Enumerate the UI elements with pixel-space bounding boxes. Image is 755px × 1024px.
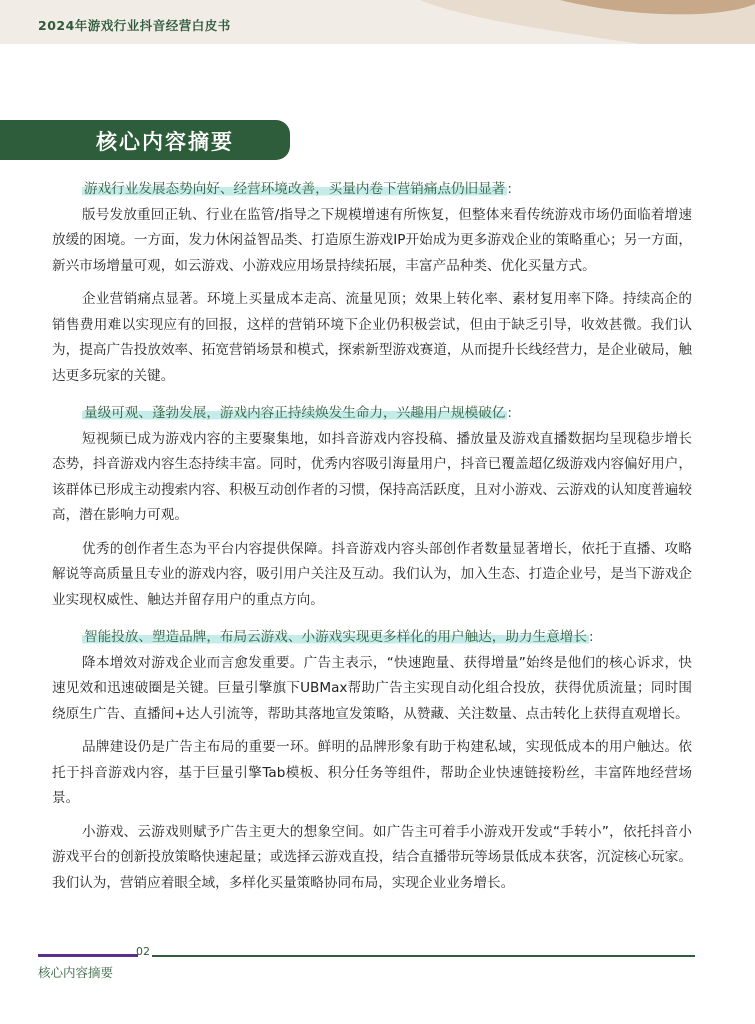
- paragraph: 企业营销痛点显著。环境上买量成本走高、流量见顶；效果上转化率、素材复用率下降。持续高企的销售费用难以实现应有的回报，这样的营销环境下企业仍积极尝试，但由于缺乏引导，收效甚微。我们认为，提高广告投放效率、拓宽营销场景和模式，探索新型游戏赛道，从而提升长线经营力，是企业破局，触达更多玩家的关键。: [52, 291, 692, 384]
- section-banner: [0, 120, 290, 160]
- page-number: 02: [136, 945, 150, 958]
- paragraph: 短视频已成为游戏内容的主要聚集地，如抖音游戏内容投稿、播放量及游戏直播数据均呈现稳步增长态势，抖音游戏内容生态持续丰富。同时，优秀内容吸引海量用户，抖音已覆盖超亿级游戏内容偏好用户，该群体已形成主动搜索内容、积极互动创作者的习惯，保持高活跃度，且对小游戏、云游戏的认知度普遍较高，潜在影响力可观。: [52, 430, 692, 523]
- block-heading: 游戏行业发展态势向好、经营环境改善，买量内卷下营销痛点仍旧显著 :: [84, 181, 512, 197]
- document-title: 2024年游戏行业抖音经营白皮书: [38, 18, 231, 33]
- block-heading: 量级可观、蓬勃发展，游戏内容正持续焕发生命力，兴趣用户规模破亿 :: [84, 405, 512, 421]
- summary-content: [52, 177, 692, 896]
- block-heading: 智能投放、塑造品牌，布局云游戏、小游戏实现更多样化的用户触达，助力生意增长 :: [84, 629, 594, 645]
- section-title: 核心内容摘要: [96, 130, 234, 154]
- paragraph: 版号发放重回正轨、行业在监管/指导之下规模增速有所恢复，但整体来看传统游戏市场仍面临着增速放缓的困境。一方面，发力休闲益智品类、打造原生游戏IP开始成为更多游戏企业的策略重心；另一方面，新兴市场增量可观，如云游戏、小游戏应用场景持续拓展，丰富产品种类、优化买量方式。: [52, 206, 692, 274]
- paragraph: 降本增效对游戏企业而言愈发重要。广告主表示，“快速跑量、获得增量”始终是他们的核心诉求，快速见效和迅速破圈是关键。巨量引擎旗下UBMax帮助广告主实现自动化组合投放，获得优质流量；同时围绕原生广告、直播间+达人引流等，帮助其落地宣发策略，从赞藏、关注数量、点击转化上获得直观增长。: [52, 654, 692, 722]
- footer-accent-rule: [38, 954, 138, 957]
- paragraph: 优秀的创作者生态为平台内容提供保障。抖音游戏内容头部创作者数量显著增长，依托于直播、攻略解说等高质量且专业的游戏内容，吸引用户关注及互动。我们认为，加入生态、打造企业号，是当下游戏企业实现权威性、触达并留存用户的重点方向。: [52, 540, 692, 608]
- paragraph: 品牌建设仍是广告主布局的重要一环。鲜明的品牌形象有助于构建私域，实现低成本的用户触达。依托于抖音游戏内容，基于巨量引擎Tab模板、积分任务等组件，帮助企业快速链接粉丝，丰富阵地经营场景。: [52, 739, 692, 806]
- footer-section-label: 核心内容摘要: [38, 965, 114, 980]
- paragraph: 小游戏、云游戏则赋予广告主更大的想象空间。如广告主可着手小游戏开发或“手转小”，依托抖音小游戏平台的创新投放策略快速起量；或选择云游戏直投，结合直播带玩等场景低成本获客，沉淀核心玩家。我们认为，营销应着眼全域，多样化买量策略协同布局，实现企业业务增长。: [52, 823, 692, 891]
- header-band: [0, 0, 755, 44]
- footer-rule: [152, 955, 695, 957]
